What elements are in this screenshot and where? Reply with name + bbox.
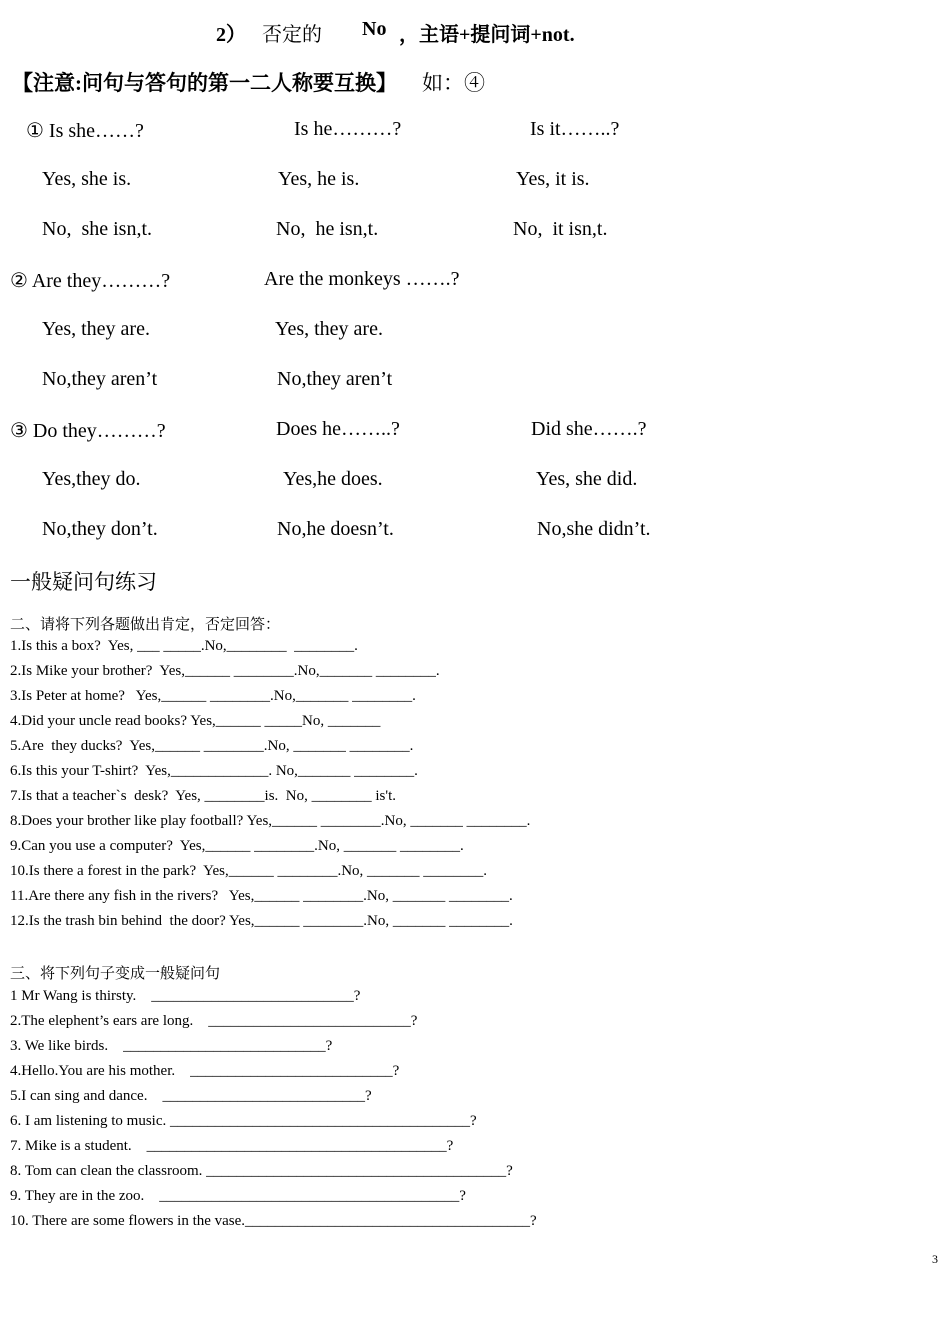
grammar-cell: No,she didn’t. <box>537 518 651 540</box>
rule-no: No <box>362 18 387 40</box>
grammar-cell: Are the monkeys …….? <box>264 268 460 290</box>
grammar-cell: ② Are they………? <box>10 270 171 292</box>
grammar-cell: Yes, it is. <box>516 168 590 190</box>
section-number: 2） <box>216 24 246 46</box>
grammar-cell: No, it isn,t. <box>513 218 608 240</box>
grammar-cell: No,they aren’t <box>277 368 393 390</box>
exercise-item: 3.Is Peter at home? Yes,______ ________.No,_______ ________. <box>10 688 416 704</box>
exercise-item: 6. I am listening to music. ________________________________________? <box>10 1113 477 1129</box>
grammar-cell: No,he doesn’t. <box>277 518 394 540</box>
exercise-item: 9. They are in the zoo. ________________________________________? <box>10 1188 466 1204</box>
grammar-cell: No,they aren’t <box>42 368 158 390</box>
exercise-item: 5.I can sing and dance. ___________________________? <box>10 1088 372 1104</box>
exercise-item: 8. Tom can clean the classroom. ________________________________________? <box>10 1163 513 1179</box>
exercise-item: 7. Mike is a student. ________________________________________? <box>10 1138 454 1154</box>
exercise-item: 5.Are they ducks? Yes,______ ________.No, _______ ________. <box>10 738 414 754</box>
section-2-title: 二、请将下列各题做出肯定，否定回答： <box>10 617 281 633</box>
section-3-title: 三、将下列句子变成一般疑问句 <box>10 966 221 982</box>
negative-label: 否定的 <box>262 24 322 46</box>
exercise-item: 4.Did your uncle read books? Yes,______ _____No, _______ <box>10 713 381 729</box>
exercise-item: 1.Is this a box? Yes, ___ _____.No,________ ________. <box>10 638 358 654</box>
exercise-item: 2.The elephent’s ears are long. ___________________________? <box>10 1013 418 1029</box>
grammar-cell: No, she isn,t. <box>42 218 152 240</box>
grammar-cell: No,they don’t. <box>42 518 158 540</box>
grammar-cell: Is it……..? <box>530 118 620 140</box>
exercise-item: 10.Is there a forest in the park? Yes,______ ________.No, _______ ________. <box>10 863 488 879</box>
grammar-cell: Yes, they are. <box>275 318 383 340</box>
exercise-item: 11.Are there any fish in the rivers? Yes,______ ________.No, _______ ________. <box>10 888 513 904</box>
rule-text: ，主语+提问词+not. <box>399 24 575 46</box>
exercise-item: 9.Can you use a computer? Yes,______ ________.No, _______ ________. <box>10 838 464 854</box>
exercise-item: 10. There are some flowers in the vase.______________________________________? <box>10 1213 537 1229</box>
grammar-cell: Yes,they do. <box>42 468 141 490</box>
exercise-item: 2.Is Mike your brother? Yes,______ ________.No,_______ ________. <box>10 663 440 679</box>
grammar-cell: Yes, they are. <box>42 318 150 340</box>
exercise-item: 6.Is this your T-shirt? Yes,_____________. No,_______ ________. <box>10 763 418 779</box>
grammar-cell: Yes, he is. <box>278 168 360 190</box>
grammar-cell: Does he……..? <box>276 418 400 440</box>
grammar-cell: Did she…….? <box>531 418 647 440</box>
grammar-cell: Yes,he does. <box>283 468 383 490</box>
practice-heading: 一般疑问句练习 <box>10 570 157 594</box>
grammar-cell: ① Is she……? <box>26 120 144 142</box>
grammar-cell: Yes, she is. <box>42 168 132 190</box>
grammar-cell: No, he isn,t. <box>276 218 379 240</box>
exercise-item: 4.Hello.You are his mother. ___________________________? <box>10 1063 400 1079</box>
exercise-item: 12.Is the trash bin behind the door? Yes,______ ________.No, _______ ________. <box>10 913 513 929</box>
note-tail: 如：④ <box>422 71 485 95</box>
grammar-cell: Yes, she did. <box>536 468 638 490</box>
grammar-cell: ③ Do they………? <box>10 420 166 442</box>
note-bold: 【注意:问句与答句的第一二人称要互换】 <box>12 71 397 95</box>
grammar-cell: Is he………? <box>294 118 402 140</box>
exercise-item: 8.Does your brother like play football? Yes,______ ________.No, _______ ________. <box>10 813 531 829</box>
exercise-item: 7.Is that a teacher`s desk? Yes, ________is. No, ________ is't. <box>10 788 396 804</box>
page-number: 3 <box>932 1252 938 1266</box>
exercise-item: 3. We like birds. ___________________________? <box>10 1038 333 1054</box>
exercise-item: 1 Mr Wang is thirsty. ___________________________? <box>10 988 361 1004</box>
